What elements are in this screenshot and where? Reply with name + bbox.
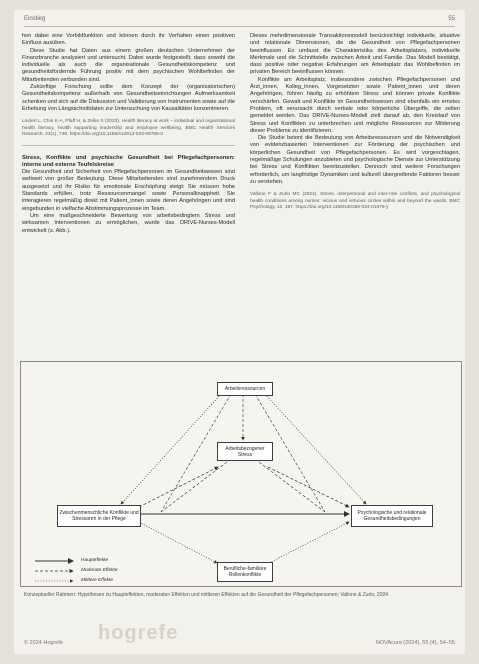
mediating-effect-arrow	[265, 394, 366, 504]
mediating-effect-arrow	[139, 522, 217, 563]
paragraph: Konflikte am Arbeitsplatz, insbesondere zwischen Pflegefachpersonen und Ärzt_innen, Kolleg_innen, Vorgesetzten sowie Patient_innen und deren Angehörigen, führen häufig zu erhöhtem Stress und können private Konflikte verschärfen. Gewalt und Konflikte im Gesundheitswesen sind ebenfalls ein ernstes Problem, oft verursacht durch verbale oder körperliche Übergriffe, die selten gemeldet werden. Das DRIVE-Nurses-Modell zielt darauf ab, den Kreislauf von Stress und Konflikten zu unterbrechen und mögliche Ressourcen zur Milderung dieser Probleme zu identifizieren.	[250, 76, 460, 134]
moderate-effect-arrow	[255, 459, 325, 512]
reference: Lindert L, Choi K-A, Pfaff H, & Zeike S (2023). Health literacy at work – individual and organizational health literacy, health supporting leadership and employee wellbeing. BMC Health Services Research, 23(1), 736. https://doi.org/10.1186/s12913-023-09766-0	[22, 119, 235, 138]
reference: Vallone F & Zurlo MC (2024). Stress, interpersonal and inter-role conflicts, and psychological health conditions among nurses: vicious and virtuous circles within and beyond the wards. BMC Psychology, 12, 197. https://doi.org/10.1186/s40359-024-01676-y	[250, 192, 460, 211]
figure-caption: Konzeptueller Rahmen: Hypothesen zu Haupteffekten, moderaten Effekten und mittleren Effekten auf die Gesundheit der Pflegefachpersonen; Vallone & Zurlo, 2024	[24, 592, 389, 598]
right-column	[250, 33, 460, 212]
paragraph: Zukünftige Forschung sollte dem Konzept der (organisatorischen) Gesundheitskompetenz außerhalb von Gesundheitseinrichtungen Aufmerksamkeit schenken und sich auf die Diskussion und Validierung von Instrumenten sowie auf die Erhebung von Längsschnittdaten zur Untersuchung von Kausalitäten konzentrieren.	[22, 84, 235, 112]
paragraph: Dieses mehrdimensionale Transaktionsmodell berücksichtigt individuelle, situative und relationale Dimensionen, die die Gesundheit von Pflegefachpersonen beeinflussen. Es umfasst die Charakteristika des Arbeitsplatzes, individuelle Merkmale und die Schnittstelle zwischen Arbeit und Familie. Das Modell bestätigt, dass positive oder negative Erfahrungen am Arbeitsplatz das Wohlbefinden im privaten Bereich beeinflussen können.	[250, 33, 460, 76]
header-section: Einstieg	[24, 16, 46, 22]
section-heading: Stress, Konflikte und psychische Gesundheit bei Pflegefachpersonen: interne und externe Teufelskreise	[22, 154, 235, 168]
box-work-stress: Arbeitsbezogener Stress	[217, 442, 273, 461]
running-header	[24, 14, 455, 27]
moderate-effect-arrow	[268, 467, 349, 507]
box-conflicts: Zwischenmenschliche Konflikte und Stressoren in der Pflege	[57, 505, 141, 527]
page-number: 55	[448, 16, 455, 22]
model-figure	[20, 361, 462, 587]
copyright: © 2024 Hogrefe	[24, 640, 63, 646]
moderate-effect-arrow	[161, 459, 231, 512]
legend-main-effects: Haupteffekte	[81, 558, 109, 563]
paragraph: Diese Studie hat Daten aus einem großen deutschen Unternehmen der Finanzbranche analysiert und untersucht. Dabei wurde festgestellt, dass sowohl die individuelle als auch die organisationale Gesundheitskompetenz und gesundheitsfördernde Führung positiv mit dem psychischen Wohlbefinden der Mitarbeitenden verbunden sind.	[22, 47, 235, 83]
moderate-effect-arrow	[139, 467, 218, 507]
journal-page	[14, 10, 465, 654]
box-work-resources: Arbeitsressourcen	[217, 382, 273, 396]
paragraph: Die Gesundheit und Sicherheit von Pflegefachpersonen im Gesundheitswesen sind weltweit von großer Bedeutung. Diese Mitarbeitenden sind zunehmendem Druck ausgesetzt und ihr Risiko für emotionale Erschöpfung steigt: Sie müssen hohe Standards erfüllen, trotz Ressourcenmangel sowie Personalknappheit. Sie interagieren regelmäßig direkt mit Patient_innen sowie deren Angehörigen und sind eingebunden in vielfache Abstimmungsprozesse im Team.	[22, 169, 235, 212]
paragraph: Die Studie betont die Bedeutung von Arbeitsressourcen und die Notwendigkeit von evidenzbasierten Interventionen zur Förderung der psychischen und körperlichen Gesundheit von Pflegefachpersonen. Es wird vorgeschlagen, regelmäßige Schulungen anzubieten und psychologische Dienste zur Unterstützung bei Stress und Konflikten bereitzustellen. Dennoch sind weitere Forschungen erforderlich, um langfristige Dynamiken und kulturell übergreifende Faktoren besser zu verstehen.	[250, 135, 460, 185]
mediating-effect-arrow	[269, 522, 349, 563]
legend-mediating-effects: Mittlere Effekte	[81, 578, 113, 583]
left-column	[22, 33, 235, 235]
journal-citation: NOVAcura (2024), 55 (4), 54–55	[375, 640, 455, 646]
publisher-watermark: hogrefe	[98, 622, 179, 644]
paragraph: hen dabei eine Vorbildfunktion und können durch ihr Verhalten einen positiven Einfluss ausüben.	[22, 33, 235, 47]
paragraph: Um eine maßgeschneiderte Bewertung von arbeitsbedingtem Stress und wirksamen Interventionen zu ermöglichen, wurde das DRIVE-Nurses-Modell entwickelt (s. Abb.).	[22, 212, 235, 234]
box-role-conflicts: Berufliche-familiäre Rollenkonflikte	[217, 562, 273, 582]
mediating-effect-arrow	[121, 394, 221, 504]
legend-moderate-effects: Moderate Effekte	[81, 568, 118, 573]
box-health: Psychologische und relationale Gesundheitsbedingungen	[351, 505, 433, 527]
divider	[22, 145, 235, 146]
